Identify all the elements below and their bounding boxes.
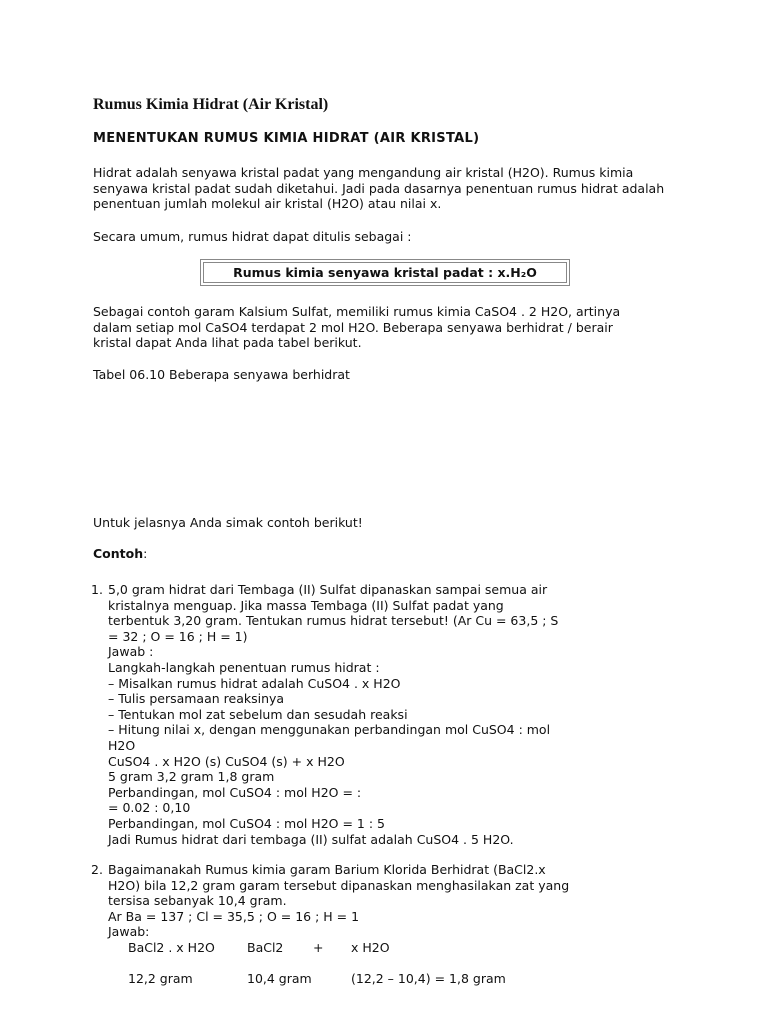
product-mass: 10,4 gram bbox=[247, 971, 312, 987]
text-line: Jawab : bbox=[108, 644, 154, 660]
contoh-colon: : bbox=[143, 546, 148, 561]
text-line: – Tentukan mol zat sebelum dan sesudah reaksi bbox=[108, 706, 408, 722]
list-item-1 bbox=[93, 582, 693, 847]
formula-text: Rumus kimia senyawa kristal padat : x.H₂O bbox=[203, 262, 567, 283]
water-mass: (12,2 – 10,4) = 1,8 gram bbox=[351, 971, 506, 987]
text-line: – Misalkan rumus hidrat adalah CuSO4 . x H2O bbox=[108, 675, 401, 691]
contoh-heading bbox=[93, 546, 147, 562]
text-line: H2O) bila 12,2 gram garam tersebut dipanaskan menghasilakan zat yang bbox=[108, 877, 570, 893]
text-line: kristalnya menguap. Jika massa Tembaga (II) Sulfat padat yang bbox=[108, 597, 504, 613]
text-line: Perbandingan, mol CuSO4 : mol H2O = : bbox=[108, 784, 362, 800]
text-line: terbentuk 3,20 gram. Tentukan rumus hidrat tersebut! (Ar Cu = 63,5 ; S bbox=[108, 613, 559, 629]
contoh-label: Contoh bbox=[93, 546, 144, 561]
formula-box bbox=[200, 259, 570, 286]
text-line: Jadi Rumus hidrat dari tembaga (II) sulfat adalah CuSO4 . 5 H2O. bbox=[108, 831, 514, 847]
text-line: – Tulis persamaan reaksinya bbox=[108, 691, 285, 707]
list-item-2 bbox=[93, 862, 693, 987]
general-formula-intro: Secara umum, rumus hidrat dapat ditulis sebagai : bbox=[93, 229, 412, 244]
text-line: Perbandingan, mol CuSO4 : mol H2O = 1 : 5 bbox=[108, 815, 385, 831]
example-paragraph: Sebagai contoh garam Kalsium Sulfat, memiliki rumus kimia CaSO4 . 2 H2O, artinya dalam setiap mol CaSO4 terdapat 2 mol H2O. Beberapa senyawa berhidrat / berair kristal dapat Anda lihat pada tabel berikut. bbox=[93, 304, 621, 351]
section-heading: MENENTUKAN RUMUS KIMIA HIDRAT (AIR KRISTAL) bbox=[93, 131, 480, 146]
text-line: tersisa sebanyak 10,4 gram. bbox=[108, 893, 287, 909]
text-line: – Hitung nilai x, dengan menggunakan perbandingan mol CuSO4 : mol bbox=[108, 722, 551, 738]
intro-paragraph: Hidrat adalah senyawa kristal padat yang mengandung air kristal (H2O). Rumus kimia senyawa kristal padat sudah diketahui. Jadi pada dasarnya penentuan rumus hidrat adalah penentuan jumlah molekul air kristal (H2O) atau nilai x. bbox=[93, 165, 665, 212]
list-number: 2. bbox=[91, 862, 103, 878]
reactant-mass: 12,2 gram bbox=[128, 971, 193, 987]
page-title: Rumus Kimia Hidrat (Air Kristal) bbox=[93, 96, 329, 113]
example-list bbox=[93, 582, 693, 987]
list-number: 1. bbox=[91, 582, 103, 597]
reactant-formula: BaCl2 . x H2O bbox=[128, 940, 215, 956]
mass-row bbox=[108, 971, 693, 987]
document-page bbox=[91, 95, 693, 987]
plus-sign: + bbox=[313, 940, 324, 956]
spacer bbox=[108, 956, 693, 972]
reaction-row bbox=[108, 940, 693, 956]
text-line: CuSO4 . x H2O (s) CuSO4 (s) + x H2O bbox=[108, 753, 345, 769]
text-line: = 32 ; O = 16 ; H = 1) bbox=[108, 628, 248, 644]
text-line: Bagaimanakah Rumus kimia garam Barium Klorida Berhidrat (BaCl2.x bbox=[108, 862, 546, 878]
table-caption: Tabel 06.10 Beberapa senyawa berhidrat bbox=[93, 367, 350, 382]
text-line: Jawab: bbox=[108, 924, 150, 940]
text-line: Langkah-langkah penentuan rumus hidrat : bbox=[108, 659, 380, 675]
text-line: H2O bbox=[108, 737, 136, 753]
water-formula: x H2O bbox=[351, 940, 390, 956]
text-line: 5,0 gram hidrat dari Tembaga (II) Sulfat dipanaskan sampai semua air bbox=[108, 582, 548, 597]
text-line: 5 gram 3,2 gram 1,8 gram bbox=[108, 769, 275, 785]
text-line: = 0.02 : 0,10 bbox=[108, 800, 191, 816]
product-formula: BaCl2 bbox=[247, 940, 284, 956]
example-intro: Untuk jelasnya Anda simak contoh berikut! bbox=[93, 515, 363, 530]
text-line: Ar Ba = 137 ; Cl = 35,5 ; O = 16 ; H = 1 bbox=[108, 908, 360, 924]
